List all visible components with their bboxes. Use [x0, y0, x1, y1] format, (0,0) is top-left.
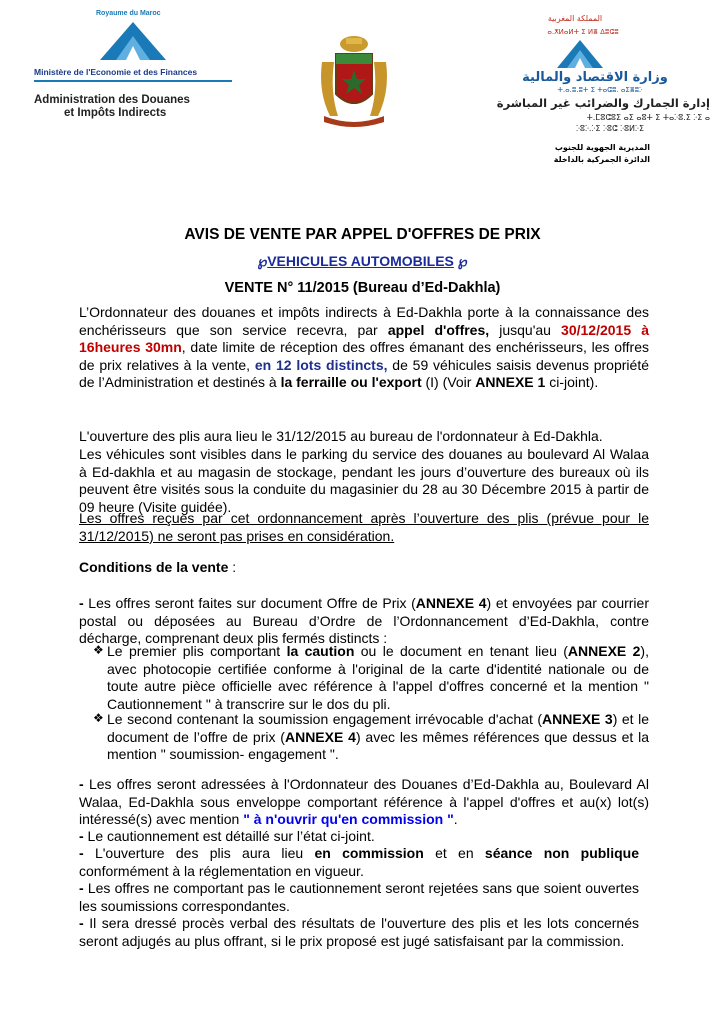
- bullet-text: Le premier plis comportant: [107, 643, 287, 659]
- condition-text: Le cautionnement est détaillé sur l’état ci-joint.: [83, 828, 375, 844]
- annex-3-ref: ANNEXE 3: [542, 711, 613, 727]
- condition-text: Il sera dressé procès verbal des résultats de l'ouverture des plis et les lots concernés seront adjugés au plus offrant, si le prix proposé est jugé satisfaisant par la commission.: [79, 915, 639, 949]
- ministry-label: Ministère de l'Economie et des Finances: [34, 67, 198, 77]
- destination: la ferraille ou l'export: [280, 374, 422, 390]
- late-offers-notice: Les offres reçues par cet ordonnancement après l’ouverture des plis (prévue pour le 31/12/2015) ne seront pas prises en considération.: [79, 510, 649, 544]
- condition-3: [79, 828, 649, 846]
- admin-line-1: Administration des Douanes: [34, 94, 190, 106]
- annex-2-ref: ANNEXE 2: [567, 643, 641, 659]
- intro-text: de 59 véhicules saisis devenus propriété de l’Administration et destinés à: [79, 356, 649, 390]
- do-not-open-mention: " à n'ouvrir qu'en commission ": [243, 811, 454, 827]
- condition-text: L'ouverture des plis aura lieu: [83, 845, 315, 861]
- dash-marker: -: [79, 845, 84, 861]
- condition-5: [79, 880, 639, 915]
- conditions-title: Conditions de la vente: [79, 559, 229, 575]
- sale-reference: VENTE N° 11/2015 (Bureau d’Ed-Dakhla): [224, 280, 501, 296]
- condition-6: [79, 915, 639, 950]
- ministry-emblem-icon: [98, 20, 168, 68]
- opening-date-line: L'ouverture des plis aura lieu le 31/12/2015 au bureau de l'ordonnateur à Ed-Dakhla.: [79, 428, 603, 444]
- intro-paragraph: [79, 304, 649, 392]
- intro-text: L’Ordonnateur des douanes et impôts indirects à Ed-Dakhla porte à la connaissance des enchérisseurs que son service recevra, par: [79, 304, 649, 338]
- condition-text: conformément à la réglementation en vigueur.: [79, 862, 364, 879]
- ar-kingdom-label: المملكة المغربية: [547, 14, 603, 23]
- tifinagh-line-4: ⴾⵓⴾ.ⴾⵉ ⴾⵓⵛ ⴾⵓⵍⴾⵉ: [575, 124, 645, 133]
- intro-text: jusqu'au: [489, 321, 562, 338]
- annex-4-ref: ANNEXE 4: [415, 595, 487, 611]
- conditions-colon: :: [228, 559, 237, 575]
- dash-marker: -: [79, 915, 84, 931]
- kingdom-label: Royaume du Maroc: [96, 10, 161, 17]
- page-title: AVIS DE VENTE PAR APPEL D'OFFRES DE PRIX: [184, 226, 541, 243]
- bullet-text: Le second contenant la soumission engagement irrévocable d'achat (: [107, 711, 543, 727]
- annex-1-ref: ANNEXE 1: [475, 374, 546, 390]
- condition-text: Les offres ne comportant pas le cautionnement seront rejetées sans que soient ouvertes les soumissions correspondantes.: [79, 880, 639, 914]
- diamond-bullet-icon: ❖: [93, 643, 104, 657]
- subtitle-text: VEHICULES AUTOMOBILES: [267, 253, 454, 269]
- bullet-text: ) et le document de l’offre de prix (: [107, 711, 649, 745]
- visit-paragraph: Les véhicules sont visibles dans le parking du service des douanes au boulevard Al Walaa à Ed-dakhla et au magasin de stockage, pendant les jours d’ouverture des bureaux où ils peuvent être visités sous la conduite du magasinier du 28 au 30 Décembre 2015 à partir de 09 heure (Visite guidée).: [79, 446, 649, 515]
- tifinagh-line-2: ⵜ.ⴰ.ⵓ.ⵓⵜ ⵉ ⵜⴰⵛⵓ. ⴰⵉⴻⵓⴾ: [557, 86, 643, 94]
- non-public-session-bold: séance non publique: [484, 845, 639, 861]
- dash-marker: -: [79, 828, 84, 844]
- ministry-logo: [34, 10, 234, 120]
- bullet-text: ) avec les mêmes références que dessus et la mention " soumission- engagement ".: [107, 728, 650, 762]
- admin-line-2: et Impôts Indirects: [64, 107, 167, 119]
- bullet-text: ), avec photocopie certifiée conforme à l'original de la carte d'identité nationale ou de toute autre pièce officielle avec référence à l'appel d'offres concerné et la mention " Cautionnement " à transcrire sur le dos du pli.: [107, 643, 649, 712]
- ar-ministry-label: وزارة الاقتصاد والمالية: [522, 70, 668, 85]
- lots-count: en 12 lots distincts,: [254, 356, 388, 373]
- dash-marker: -: [79, 595, 84, 611]
- condition-text: .: [453, 811, 458, 827]
- bullet-first-envelope: [107, 643, 649, 713]
- subtitle: [0, 253, 725, 270]
- condition-text: et en: [423, 845, 485, 861]
- intro-bold-offers: appel d'offres,: [387, 321, 490, 338]
- subtitle-symbol-icon: ℘: [457, 253, 468, 269]
- deadline-date: 30/12/2015 à 16heures 30mn: [79, 321, 649, 355]
- diamond-bullet-icon: ❖: [93, 711, 104, 725]
- ar-direction-2: الدائرة الجمركية بالداخلة: [553, 155, 650, 164]
- bullet-second-envelope: [107, 711, 649, 764]
- intro-text: ci-joint).: [545, 374, 599, 390]
- ar-admin-label: إدارة الجمارك والضرائب غير المباشرة: [496, 96, 710, 110]
- ministry-emblem-right-icon: [555, 38, 605, 72]
- annex-4-ref: ANNEXE 4: [284, 728, 356, 745]
- intro-text: , date limite de réception des offres émanant des enchérisseurs, les offres de prix relatives à la vente,: [79, 339, 649, 373]
- tifinagh-line-3: ⵜ.ⵎⵓⵛⵓⵉ ⴰⵉ ⴰⵓⵜ ⵉ ⵜⴰⴾⵓ.ⵉ ⴾⵉ ⴰ: [586, 113, 710, 122]
- condition-text: ) et envoyées par courrier postal ou déposées au Bureau d’Ordre de l’Ordonnancement d’Ed-Dakhla, contre décharge, comprenant deux plis fermés distincts :: [79, 595, 649, 646]
- caution-bold: la caution: [286, 643, 355, 659]
- conditions-heading: [79, 559, 649, 577]
- dash-marker: -: [79, 776, 84, 792]
- condition-4: [79, 845, 639, 880]
- intro-text: (I) (Voir: [421, 374, 476, 390]
- condition-text: Les offres seront adressées à l'Ordonnateur des Douanes d’Ed-Dakhla au, Boulevard Al Walaa, Ed-Dakhla sous enveloppe comportant référence à l'appel d'offres et au(x) lot(s) intéressé(s) avec mention: [79, 776, 649, 827]
- ar-direction-1: المديرية الجهوية للجنوب: [554, 143, 650, 152]
- condition-text: Les offres seront faites sur document Offre de Prix (: [83, 595, 416, 611]
- in-commission-bold: en commission: [314, 845, 424, 861]
- condition-2: [79, 776, 649, 829]
- bullet-text: ou le document en tenant lieu (: [354, 643, 568, 659]
- dash-marker: -: [79, 880, 84, 896]
- subtitle-symbol-icon: ℘: [257, 253, 268, 269]
- logo-rule: [34, 80, 232, 82]
- coat-of-arms-icon: [308, 32, 400, 128]
- tifinagh-line-1: ⴰ.ⵅⵍⴰⵍⵜ ⵉ ⵍⴻ ⵠⵓⵛⵓ: [547, 28, 619, 36]
- condition-1: [79, 595, 649, 648]
